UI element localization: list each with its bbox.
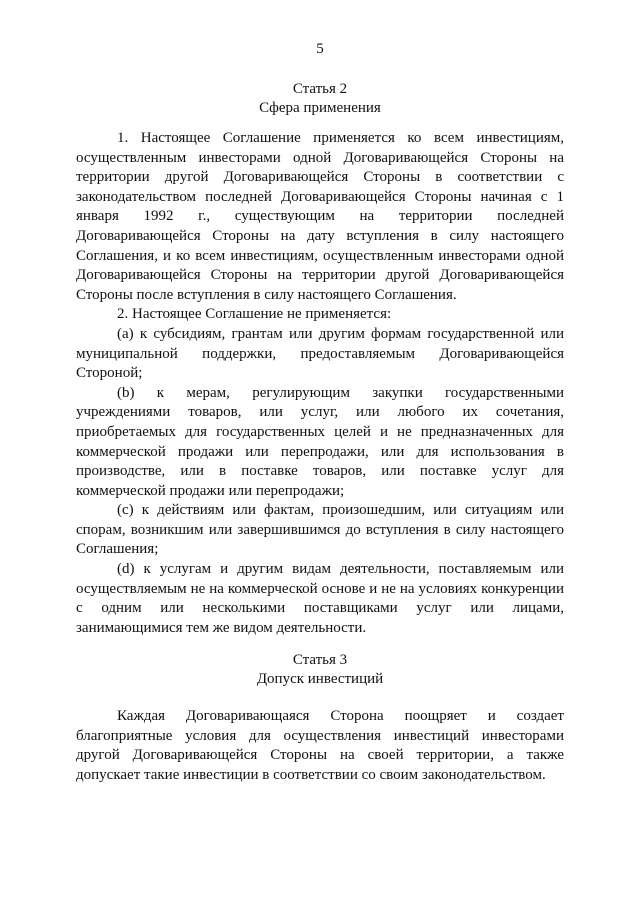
article-2-title: Сфера применения xyxy=(259,100,381,116)
article-2-item-c: (c) к действиям или фактам, произошедшим, или ситуациям или спорам, возникшим или завершившимся до вступления в силу настоящего Соглашения; xyxy=(76,502,564,558)
article-2-item-d: (d) к услугам и другим видам деятельности, поставляемым или осуществляемым не на коммерческой основе и не на условиях конкуренции с одним или несколькими поставщиками услуг или лицами, занимающимися тем же видом деятельности. xyxy=(76,561,564,636)
page-number: 5 xyxy=(316,41,324,57)
article-3-title: Допуск инвестиций xyxy=(256,671,384,687)
article-2-paragraph-1: 1. Настоящее Соглашение применяется ко всем инвестициям, осуществленным инвесторами одной Договаривающейся Стороны на территории другой Договаривающейся Стороны в соответствии с законодательством последней Договаривающейся Стороны начиная с 1 января 1992 г., существующим на территории последней Договаривающейся Стороны на дату вступления в силу настоящего Соглашения, и ко всем инвестициям, осуществленным инвесторами одной Договаривающейся Стороны на территории другой Договаривающейся Стороны после вступления в силу настоящего Соглашения. xyxy=(76,130,564,303)
article-3-number: Статья 3 xyxy=(292,652,348,668)
article-2-paragraph-2: 2. Настоящее Соглашение не применяется: xyxy=(117,306,392,323)
article-2-item-b: (b) к мерам, регулирующим закупки государственными учреждениями товаров, или услуг, или любого их сочетания, приобретаемых для государственных целей и не предназначенных для коммерческой продажи или перепродажи, или для использования в производстве, или в поставке товаров, или поставке услуг для коммерческой продажи или перепродажи; xyxy=(76,384,564,499)
article-2-item-a: (a) к субсидиям, грантам или другим формам государственной или муниципальной поддержки, предоставляемым Договаривающейся Стороной; xyxy=(76,325,564,382)
article-2-body xyxy=(76,129,564,638)
article-2-number: Статья 2 xyxy=(292,81,348,97)
article-3-body xyxy=(76,707,564,785)
article-3-paragraph-1: Каждая Договаривающаяся Сторона поощряет и создает благоприятные условия для осуществления инвестиций инвесторами другой Договаривающейся Стороны на своей территории, а также допускает такие инвестиции в соответствии со своим законодательством. xyxy=(76,708,564,783)
